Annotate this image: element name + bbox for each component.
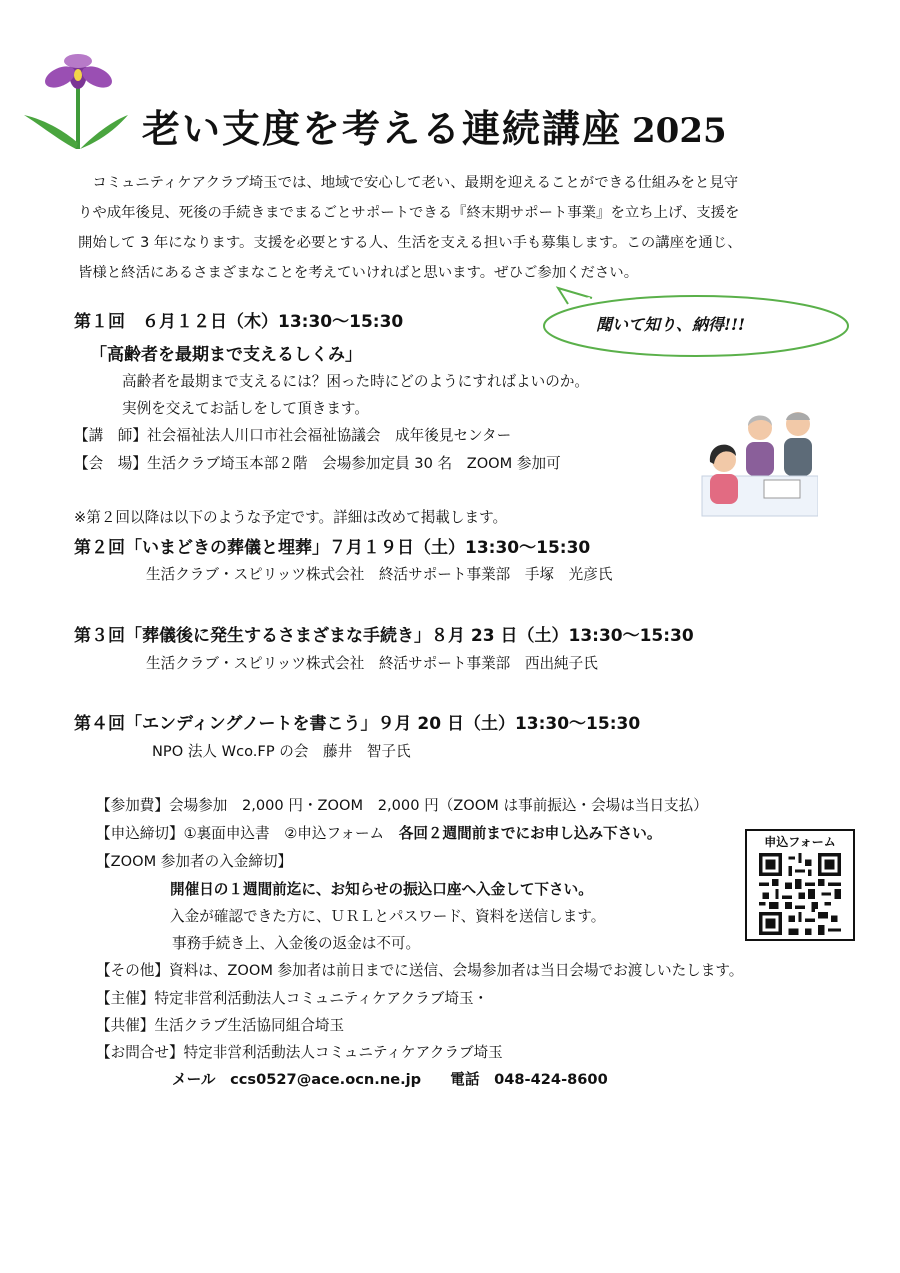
co-organizer: 【共催】生活クラブ生活協同組合埼玉 [96, 1017, 345, 1034]
application-deadline: 【申込締切】①裏面申込書 ②申込フォーム 各回２週間前までにお申し込み下さい。 [96, 825, 662, 842]
contact-details: メール ccs0527@ace.ocn.ne.jp 電話 048-424-8600 [172, 1071, 608, 1088]
iris-flower-illustration [20, 45, 132, 153]
intro-line: りや成年後見、死後の手続きまでまるごとサポートできる『終末期サポート事業』を立ち上げ、支援を [78, 205, 740, 221]
organizer: 【主催】特定非営利活動法人コミュニティケアクラブ埼玉・ [96, 990, 489, 1007]
fee-info: 【参加費】会場参加 2,000 円・ZOOM 2,000 円（ZOOM は事前振込・会場は当日支払） [96, 797, 708, 814]
intro-paragraph [78, 168, 838, 288]
speech-bubble-text: 聞いて知り、納得!!! [596, 315, 746, 334]
application-form-qr[interactable] [745, 829, 855, 941]
qr-code-icon [757, 853, 843, 935]
session2-heading: 第２回「いまどきの葬儀と埋葬」７月１９日（土）13:30～15:30 [74, 538, 591, 558]
zoom-deadline-heading: 【ZOOM 参加者の入金締切】 [96, 853, 293, 870]
contact-heading: 【お問合せ】特定非営利活動法人コミュニティケアクラブ埼玉 [96, 1044, 503, 1061]
session1-topic: 「高齢者を最期まで支えるしくみ」 [90, 345, 362, 365]
session1-venue: 【会 場】生活クラブ埼玉本部２階 会場参加定員 30 名 ZOOM 参加可 [74, 455, 561, 472]
session4-speaker: NPO 法人 Wco.FP の会 藤井 智子氏 [152, 743, 411, 760]
session2-speaker: 生活クラブ・スピリッツ株式会社 終活サポート事業部 手塚 光彦氏 [146, 566, 613, 583]
session1-heading: 第１回 ６月１２日（木）13:30～15:30 [74, 312, 404, 332]
session3-speaker: 生活クラブ・スピリッツ株式会社 終活サポート事業部 西出純子氏 [146, 655, 598, 672]
intro-line: 皆様と終活にあるさまざまなことを考えていければと思います。ぜひご参加ください。 [78, 265, 639, 281]
zoom-url-note: 入金が確認できた方に、ＵＲＬとパスワード、資料を送信します。 [170, 908, 606, 925]
session3-heading: 第３回「葬儀後に発生するさまざまな手続き」８月 23 日（土）13:30～15:30 [74, 626, 694, 646]
refund-note: 事務手続き上、入金後の返金は不可。 [172, 935, 421, 952]
schedule-note: ※第２回以降は以下のような予定です。詳細は改めて掲載します。 [74, 509, 508, 526]
intro-line: 開始して 3 年になります。支援を必要とする人、生活を支える担い手も募集します。この講座を通じ、 [78, 235, 742, 251]
page-title: 老い支度を考える連続講座 2025 [142, 106, 727, 151]
session1-lecturer: 【講 師】社会福祉法人川口市社会福祉協議会 成年後見センター [74, 427, 512, 444]
title-year: 2025 [632, 111, 727, 151]
session4-heading: 第４回「エンディングノートを書こう」９月 20 日（土）13:30～15:30 [74, 714, 641, 734]
session1-description: 実例を交えてお話しをして頂きます。 [122, 400, 369, 417]
deadline-emphasis: 各回２週間前までにお申し込み下さい。 [398, 825, 662, 842]
qr-label: 申込フォーム [764, 835, 836, 849]
intro-line: コミュニティケアクラブ埼玉では、地域で安心して老い、最期を迎えることができる仕組みをと見守 [78, 175, 739, 191]
session1-description: 高齢者を最期まで支えるには？困った時にどのようにすればよいのか。 [122, 373, 590, 390]
zoom-payment-note: 開催日の１週間前迄に、お知らせの振込口座へ入金して下さい。 [170, 881, 593, 898]
consultation-illustration [694, 404, 818, 518]
other-info: 【その他】資料は、ZOOM 参加者は前日までに送信、会場参加者は当日会場でお渡しいたします。 [96, 962, 744, 979]
